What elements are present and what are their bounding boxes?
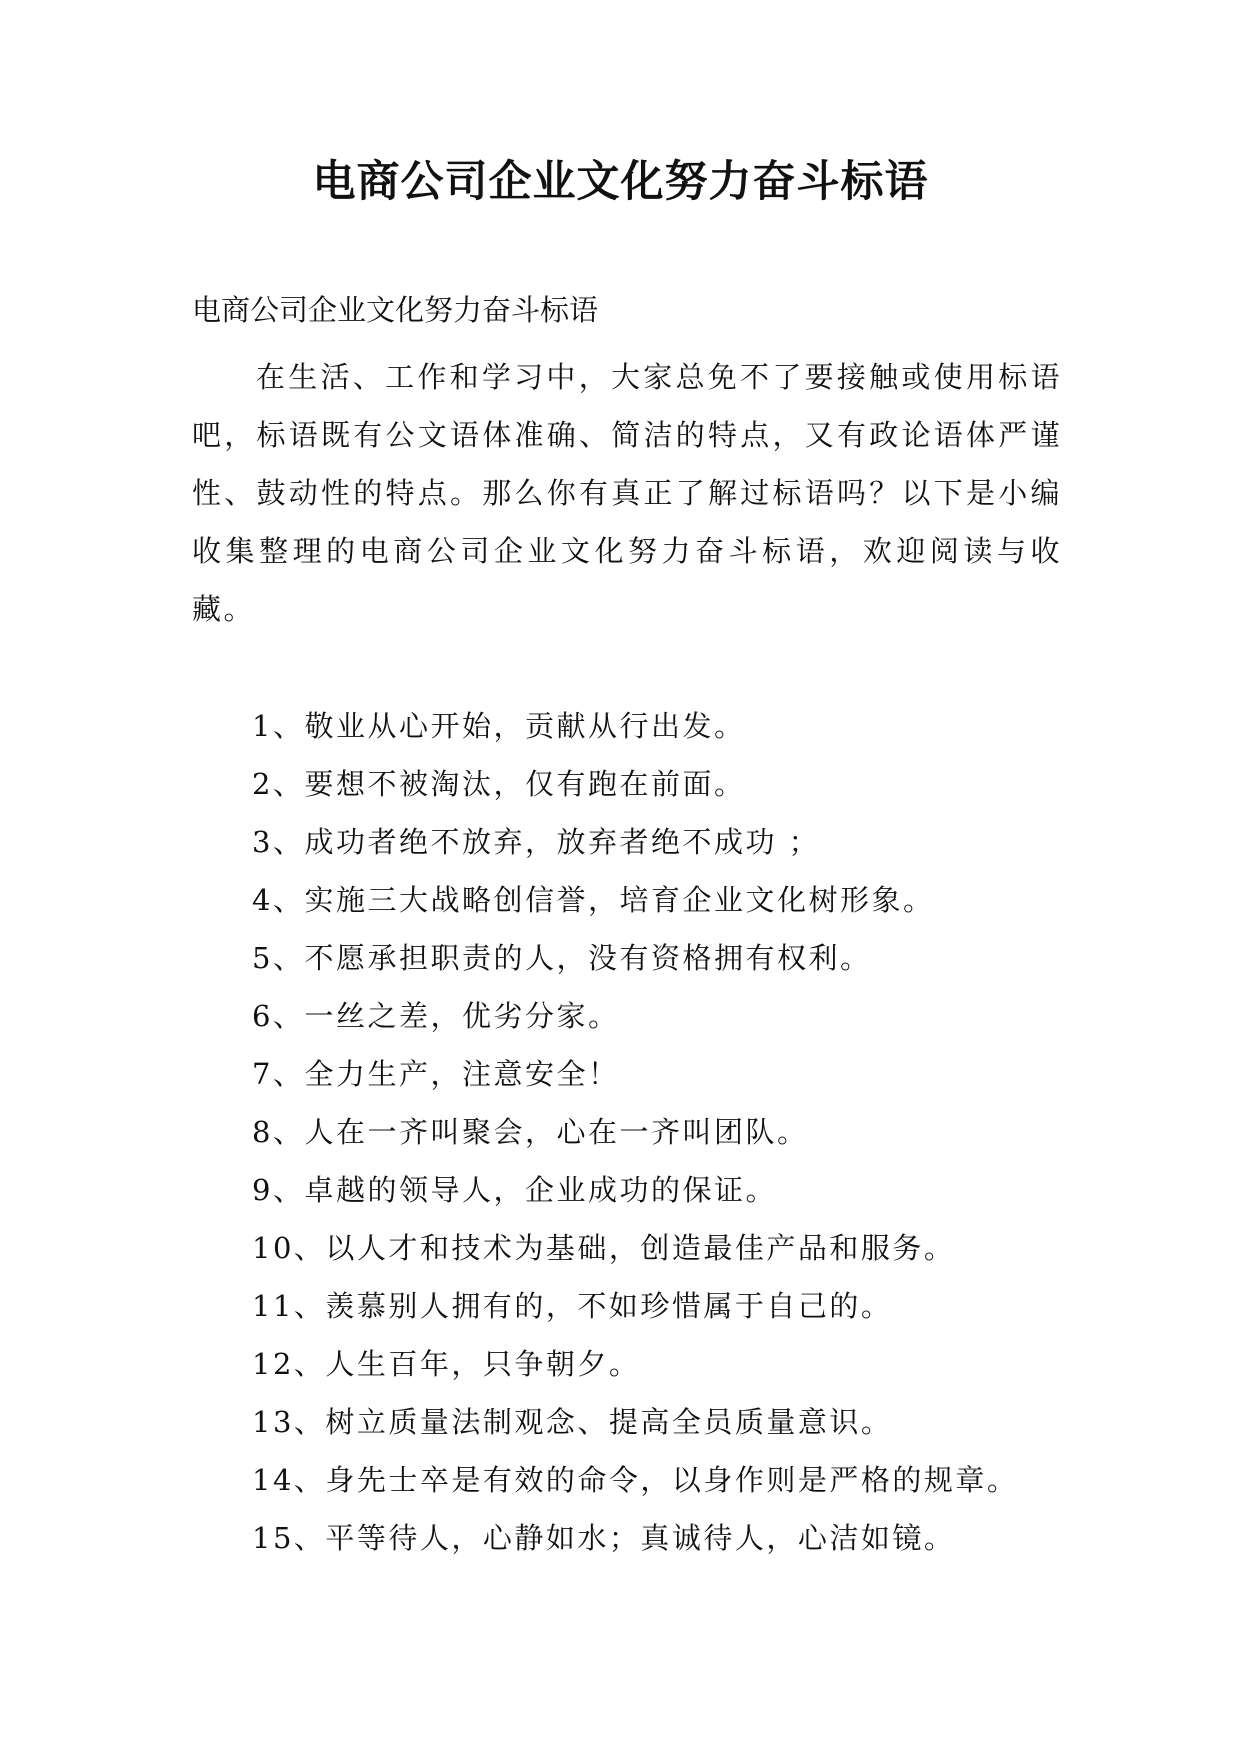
slogan-item: 7、全力生产，注意安全！ [252, 1057, 620, 1091]
slogan-item: 3、成功者绝不放弃，放弃者绝不成功 ； [252, 825, 821, 859]
slogan-item: 12、人生百年，只争朝夕。 [252, 1347, 641, 1381]
slogan-item: 9、卓越的领导人，企业成功的保证。 [252, 1173, 777, 1207]
slogan-item: 10、以人才和技术为基础，创造最佳产品和服务。 [252, 1231, 956, 1265]
slogan-item: 5、不愿承担职责的人，没有资格拥有权利。 [252, 941, 872, 975]
slogan-item: 15、平等待人，心静如水；真诚待人，心洁如镜。 [252, 1521, 956, 1555]
slogan-item: 1、敬业从心开始，贡献从行出发。 [252, 709, 746, 743]
intro-paragraph: 在生活、工作和学习中，大家总免不了要接触或使用标语吧，标语既有公文语体准确、简洁的特点，又有政论语体严谨性、鼓动性的特点。那么你有真正了解过标语吗？以下是小编收集整理的电商公司企业文化努力奋斗标语，欢迎阅读与收藏。 [192, 360, 1062, 626]
document-title: 电商公司企业文化努力奋斗标语 [312, 157, 929, 207]
slogan-list [252, 697, 1018, 1567]
slogan-item: 2、要想不被淘汰，仅有跑在前面。 [252, 767, 746, 801]
slogan-item: 11、羡慕别人拥有的，不如珍惜属于自己的。 [252, 1289, 893, 1323]
slogan-item: 4、实施三大战略创信誉，培育企业文化树形象。 [252, 883, 935, 917]
slogan-item: 13、树立质量法制观念、提高全员质量意识。 [252, 1405, 893, 1439]
slogan-item: 14、身先士卒是有效的命令，以身作则是严格的规章。 [252, 1463, 1019, 1497]
document-subtitle: 电商公司企业文化努力奋斗标语 [192, 293, 599, 327]
slogan-item: 6、一丝之差，优劣分家。 [252, 999, 620, 1033]
slogan-item: 8、人在一齐叫聚会，心在一齐叫团队。 [252, 1115, 809, 1149]
